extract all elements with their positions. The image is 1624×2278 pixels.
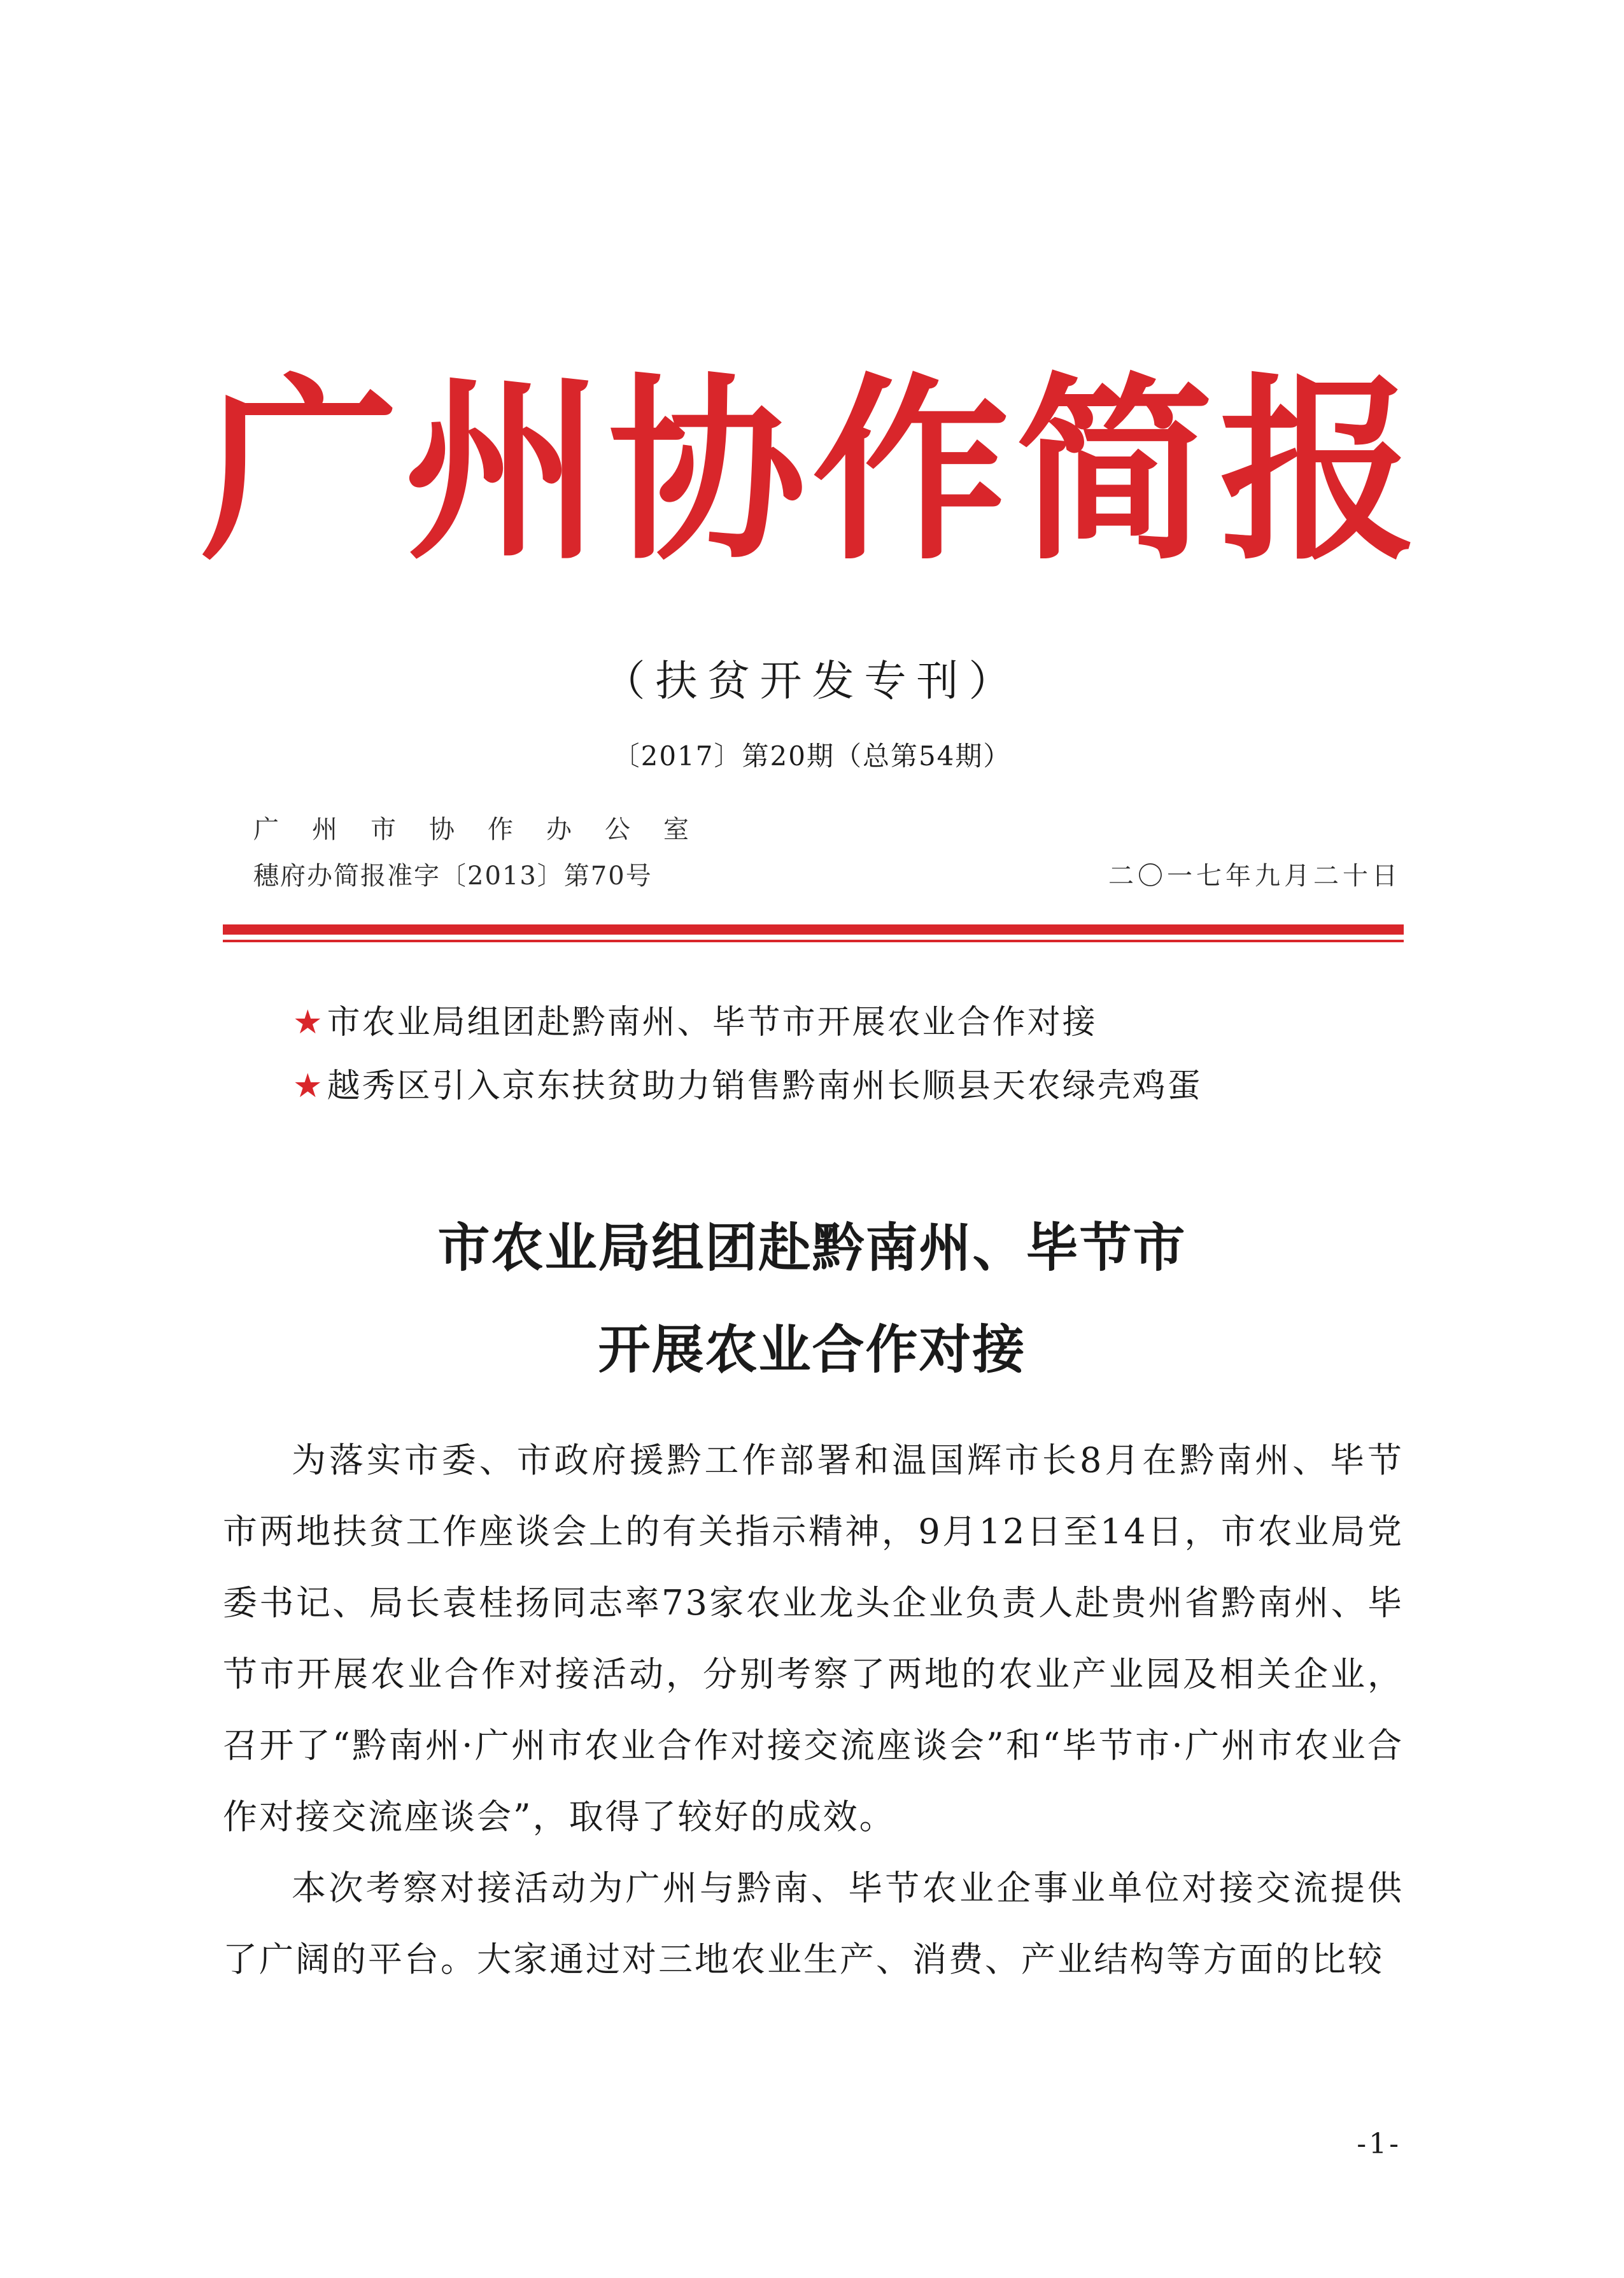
page-number: -1- bbox=[1357, 2128, 1401, 2160]
toc-item-label: 越秀区引入京东扶贫助力销售黔南州长顺县天农绿壳鸡蛋 bbox=[327, 1067, 1203, 1105]
toc-item[interactable] bbox=[293, 1054, 1203, 1118]
toc-item-label: 市农业局组团赴黔南州、毕节市开展农业合作对接 bbox=[327, 1003, 1098, 1042]
article-body bbox=[223, 1425, 1404, 1995]
article-title-line: 开展农业合作对接 bbox=[598, 1319, 1026, 1380]
article-title bbox=[0, 1197, 1624, 1401]
issuer-name: 广州市协作办公室 bbox=[253, 815, 722, 844]
issue-number: 〔2017〕第20期（总第54期） bbox=[612, 740, 1012, 772]
article-paragraph: 本次考察对接活动为广州与黔南、毕节农业企事业单位对接交流提供了广阔的平台。大家通过对三地农业生产、消费、产业结构等方面的比较 bbox=[223, 1868, 1404, 1979]
star-icon: ★ bbox=[293, 1067, 325, 1105]
masthead-title: 广州协作简报 bbox=[201, 355, 1423, 587]
permit-number: 穗府办简报准字〔2013〕第70号 bbox=[253, 861, 653, 891]
issue-date: 二〇一七年九月二十日 bbox=[1108, 861, 1401, 891]
article-title-line: 市农业局组团赴黔南州、毕节市 bbox=[437, 1217, 1187, 1278]
article-paragraph: 为落实市委、市政府援黔工作部署和温国辉市长8月在黔南州、毕节市两地扶贫工作座谈会上的有关指示精神，9月12日至14日，市农业局党委书记、局长袁桂扬同志率73家农业龙头企业负责人赴贵州省黔南州、毕节市开展农业合作对接活动，分别考察了两地的农业产业园及相关企业，召开了“黔南州·广州市农业合作对接交流座谈会”和“毕节市·广州市农业合作对接交流座谈会”，取得了较好的成效。 bbox=[223, 1440, 1404, 1837]
toc-item[interactable] bbox=[293, 991, 1203, 1054]
star-icon: ★ bbox=[293, 1003, 325, 1042]
red-divider-thick bbox=[223, 924, 1404, 935]
table-of-contents bbox=[293, 991, 1203, 1118]
special-issue-label: （扶贫开发专刊） bbox=[603, 656, 1021, 705]
red-divider-thin bbox=[223, 940, 1404, 942]
